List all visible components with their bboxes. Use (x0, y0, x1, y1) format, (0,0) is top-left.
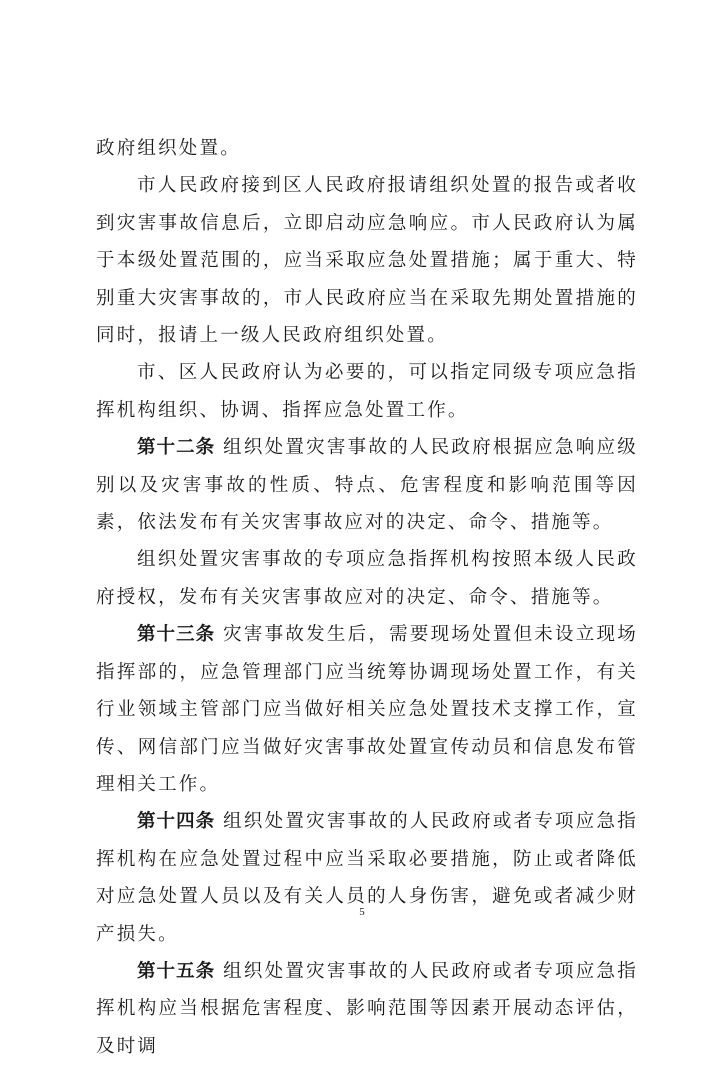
paragraph-text: 市、区人民政府认为必要的，可以指定同级专项应急指挥机构组织、协调、指挥应急处置工作。 (96, 362, 638, 421)
page-number: 5 (359, 906, 365, 918)
paragraph-text: 组织处置灾害事故的专项应急指挥机构按照本级人民政府授权，发布有关灾害事故应对的决定、命令、措施等。 (96, 549, 638, 608)
paragraph-text: 政府组织处置。 (96, 138, 241, 159)
article-paragraph (96, 953, 638, 1065)
paragraph-text: 组织处置灾害事故的人民政府根据应急响应级别以及灾害事故的性质、特点、危害程度和影响范围等因素，依法发布有关灾害事故应对的决定、命令、措施等。 (96, 437, 638, 534)
paragraph-text: 市人民政府接到区人民政府报请组织处置的报告或者收到灾害事故信息后，立即启动应急响应。市人民政府认为属于本级处置范围的，应当采取应急处置措施；属于重大、特别重大灾害事故的，市人民政府应当在采取先期处置措施的同时，报请上一级人民政府组织处置。 (96, 175, 638, 347)
paragraph (96, 167, 638, 354)
paragraph (96, 541, 638, 616)
paragraph-text: 组织处置灾害事故的人民政府或者专项应急指挥机构在应急处置过程中应当采取必要措施，防止或者降低对应急处置人员以及有关人员的人身伤害，避免或者减少财产损失。 (96, 811, 638, 945)
article-title: 第十二条 (137, 437, 216, 459)
article-paragraph (96, 803, 638, 953)
article-title: 第十五条 (137, 960, 216, 982)
article-title: 第十三条 (137, 624, 216, 646)
paragraph-text: 灾害事故发生后，需要现场处置但未设立现场指挥部的，应急管理部门应当统筹协调现场处置工作，有关行业领域主管部门应当做好相关应急处置技术支撑工作，宣传、网信部门应当做好灾害事故处置宣传动员和信息发布管理相关工作。 (96, 624, 638, 795)
paragraph (96, 354, 638, 429)
paragraph (96, 130, 638, 167)
article-paragraph (96, 429, 638, 541)
article-title: 第十四条 (137, 811, 216, 833)
paragraph-text: 组织处置灾害事故的人民政府或者专项应急指挥机构应当根据危害程度、影响范围等因素开展动态评估，及时调 (96, 960, 638, 1057)
document-body (96, 130, 638, 1065)
article-paragraph (96, 616, 638, 803)
